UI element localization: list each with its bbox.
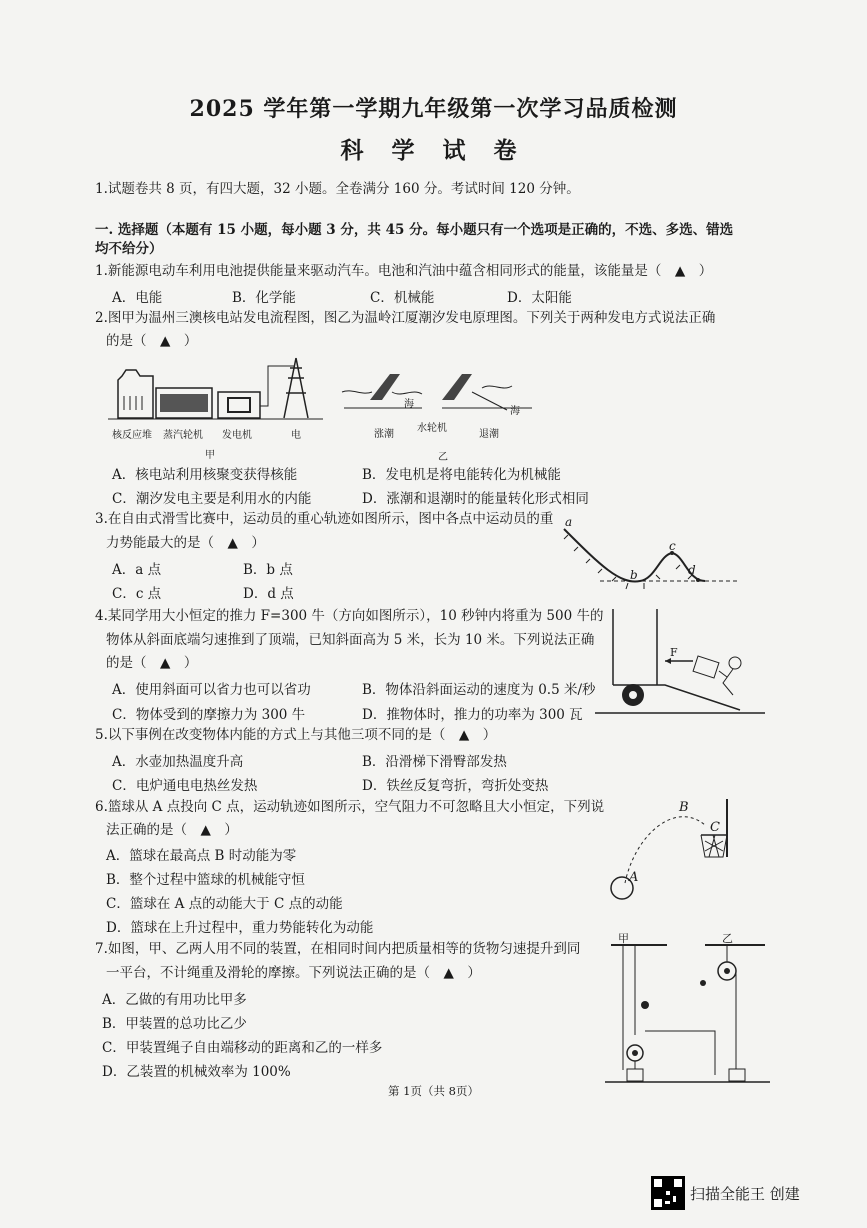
label-yi-pulley: 乙 (722, 932, 733, 945)
point-a: a (565, 515, 573, 529)
q5-option-a: A．水壶加热温度升高 (112, 754, 244, 770)
q3-option-a: A．a 点 (112, 562, 162, 578)
section-heading-cont: 均不给分） (95, 241, 163, 257)
exam-notice: 1.试题卷共 8 页，有四大题，32 小题。全卷满分 160 分。考试时间 120 分钟。 (95, 181, 580, 197)
exam-title: 2025 学年第一学期九年级第一次学习品质检测 (189, 96, 678, 122)
q6-option-b: B．整个过程中篮球的机械能守恒 (106, 872, 305, 888)
label-power: 电 (291, 430, 301, 441)
q6-option-c: C．篮球在 A 点的动能大于 C 点的动能 (106, 896, 343, 912)
question-3-stem: 3.在自由式滑雪比赛中，运动员的重心轨迹如图所示，图中各点中运动员的重 (95, 511, 554, 527)
label-generator: 发电机 (222, 430, 252, 441)
q7-option-b: B．甲装置的总功比乙少 (102, 1016, 247, 1032)
exam-subtitle: 科 学 试 卷 (340, 137, 527, 164)
q4-option-d: D．推物体时，推力的功率为 300 瓦 (362, 707, 583, 723)
label-sea-1: 海 (404, 399, 414, 410)
question-5-stem: 5.以下事例在改变物体内能的方式上与其他三项不同的是（ ▲ ） (95, 727, 497, 743)
q2-option-d: D．涨潮和退潮时的能量转化形式相同 (362, 491, 589, 507)
question-7-stem: 7.如图，甲、乙两人用不同的装置，在相同时间内把质量相等的货物匀速提升到同 (95, 941, 581, 957)
incline-truck-diagram (595, 605, 765, 715)
question-6-stem: 6.篮球从 A 点投向 C 点，运动轨迹如图所示，空气阻力不可忽略且大小恒定，下列说 (95, 799, 605, 815)
ski-trajectory-diagram (560, 525, 740, 605)
question-2-stem: 2.图甲为温州三澳核电站发电流程图，图乙为温岭江厦潮汐发电原理图。下列关于两种发电方式说法正确 (95, 310, 716, 326)
question-7-stem-cont: 一平台，不计绳重及滑轮的摩擦。下列说法正确的是（ ▲ ） (106, 965, 481, 981)
q1-option-d: D．太阳能 (507, 290, 572, 306)
label-sea-2: 海 (510, 406, 520, 417)
question-6-stem-cont: 法正确的是（ ▲ ） (106, 822, 238, 838)
q7-option-a: A．乙做的有用功比甲多 (102, 992, 247, 1008)
question-4-stem-cont2: 的是（ ▲ ） (106, 655, 198, 671)
pulley-comparison-diagram (605, 935, 770, 1085)
label-reactor: 核反应堆 (112, 430, 152, 441)
point-B: B (679, 800, 689, 815)
q6-option-d: D．篮球在上升过程中，重力势能转化为动能 (106, 920, 374, 936)
force-label: F (670, 646, 678, 659)
q2-option-c: C．潮汐发电主要是利用水的内能 (112, 491, 312, 507)
scanner-watermark: 扫描全能王 创建 (690, 1185, 800, 1203)
q2-option-b: B．发电机是将电能转化为机械能 (362, 467, 561, 483)
qr-code-icon (651, 1176, 685, 1210)
q2-option-a: A．核电站利用核聚变获得核能 (112, 467, 298, 483)
label-figure-jia: 甲 (205, 450, 215, 461)
q5-option-c: C．电炉通电电热丝发热 (112, 778, 258, 794)
point-A: A (629, 870, 639, 885)
q5-option-d: D．铁丝反复弯折，弯折处变热 (362, 778, 549, 794)
nuclear-plant-diagram (108, 348, 338, 428)
point-C: C (710, 820, 720, 835)
section-heading: 一. 选择题（本题有 15 小题，每小题 3 分，共 45 分。每小题只有一个选项是正确的，不选、多选、错选 (95, 222, 734, 238)
label-jia-pulley: 甲 (618, 932, 629, 945)
q1-option-c: C．机械能 (370, 290, 435, 306)
q4-option-b: B．物体沿斜面运动的速度为 0.5 米/秒 (362, 682, 596, 698)
point-c: c (669, 539, 676, 553)
question-2-stem-cont: 的是（ ▲ ） (106, 333, 198, 349)
question-4-stem-cont: 物体从斜面底端匀速推到了顶端，已知斜面高为 5 米，长为 10 米。下列说法正确 (106, 632, 595, 648)
q3-option-d: D．d 点 (243, 586, 294, 602)
q4-option-c: C．物体受到的摩擦力为 300 牛 (112, 707, 306, 723)
label-figure-yi: 乙 (438, 452, 448, 463)
q1-option-b: B．化学能 (232, 290, 296, 306)
basketball-trajectory-diagram (605, 795, 745, 905)
point-b: b (630, 568, 638, 582)
label-water-turbine: 水轮机 (417, 423, 447, 434)
q3-option-c: C．c 点 (112, 586, 162, 602)
question-4-stem: 4.某同学用大小恒定的推力 F=300 牛（方向如图所示），10 秒钟内将重为 500 牛的 (95, 608, 604, 624)
page-footer: 第 1页（共 8页） (388, 1084, 479, 1098)
q3-option-b: B．b 点 (243, 562, 293, 578)
label-turbine: 蒸汽轮机 (163, 430, 203, 441)
q5-option-b: B．沿滑梯下滑臀部发热 (362, 754, 507, 770)
q6-option-a: A．篮球在最高点 B 时动能为零 (106, 848, 297, 864)
q7-option-c: C．甲装置绳子自由端移动的距离和乙的一样多 (102, 1040, 383, 1056)
point-d: d (688, 563, 696, 577)
label-tide-fall: 退潮 (479, 429, 499, 440)
q7-option-d: D．乙装置的机械效率为 100% (102, 1064, 291, 1080)
label-tide-rise: 涨潮 (374, 429, 394, 440)
question-3-stem-cont: 力势能最大的是（ ▲ ） (106, 535, 265, 551)
question-1-stem: 1.新能源电动车利用电池提供能量来驱动汽车。电池和汽油中蕴含相同形式的能量，该能量是（ ▲ ） (95, 263, 713, 279)
q1-option-a: A．电能 (112, 290, 163, 306)
q4-option-a: A．使用斜面可以省力也可以省功 (112, 682, 311, 698)
